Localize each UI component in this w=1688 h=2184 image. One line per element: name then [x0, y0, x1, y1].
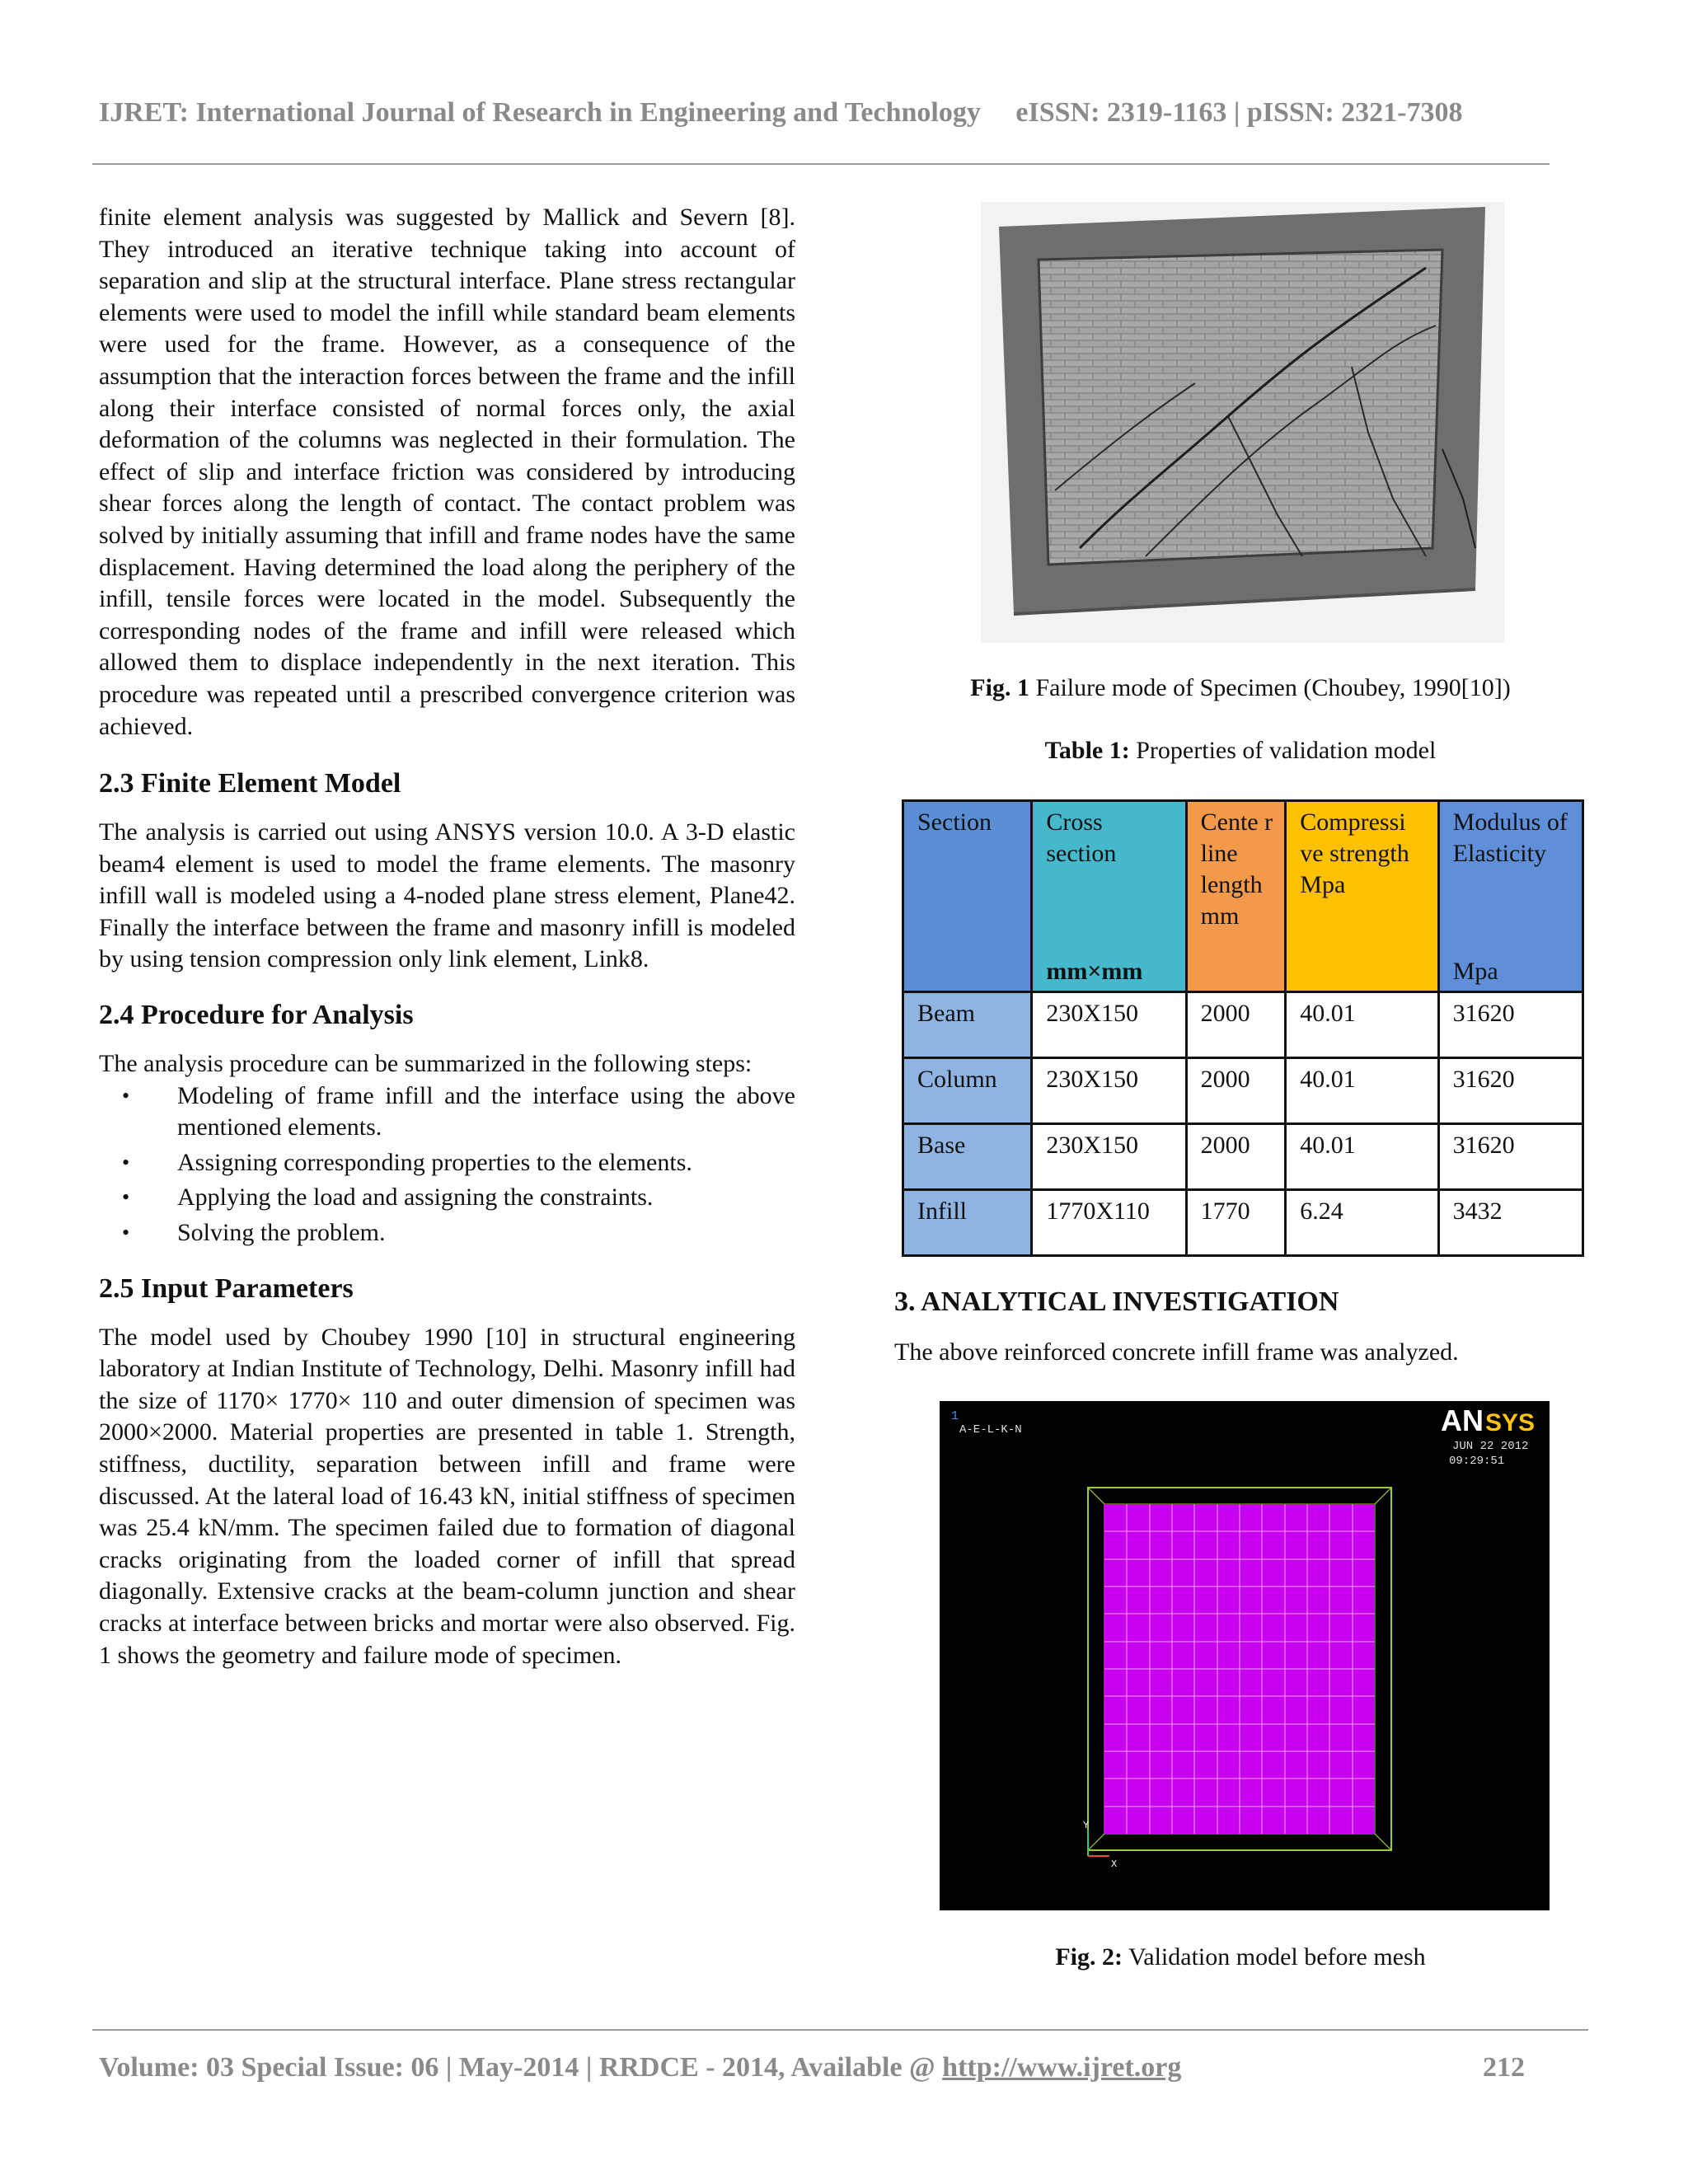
bullet-icon: • [122, 1185, 130, 1210]
header-compressive-strength: Compressi ve strength Mpa [1286, 801, 1438, 992]
page-number: 212 [1483, 2052, 1525, 2083]
table-row: Infill 1770X110 1770 6.24 3432 [903, 1190, 1583, 1256]
ansys-mode-label: A-E-L-K-N [959, 1423, 1022, 1436]
fig2-label: Fig. 2: [1055, 1943, 1123, 1971]
table1-label: Table 1: [1044, 737, 1130, 764]
header-modulus: Modulus of Elasticity Mpa [1438, 801, 1582, 992]
left-column [99, 202, 795, 1671]
bullet-icon: • [122, 1083, 130, 1108]
section-2-4-text: The analysis procedure can be summarized in the following steps: [99, 1050, 753, 1078]
fig2-caption: Fig. 2: Validation model before mesh [1055, 1943, 1426, 1971]
journal-header [99, 97, 1550, 129]
journal-name: IJRET: International Journal of Research in Engineering and Technology [99, 97, 981, 128]
footer-text: Volume: 03 Special Issue: 06 | May-2014 | RRDCE - 2014, Available @ [99, 2052, 943, 2083]
ansys-viewport [940, 1401, 1550, 1910]
header-rule [92, 163, 1550, 165]
ansys-logo-an: AN [1441, 1404, 1484, 1437]
table-row: Beam 230X150 2000 40.01 31620 [903, 992, 1583, 1058]
section-2-5-text: The model used by Choubey 1990 [10] in structural engineering laboratory at Indian Institute of Technology, Delhi. Masonry infill had the size of 1170× 1770× 110 and outer dimension of specimen was 2000×2000. Material properties are presented in table 1. Strength, stiffness, ductility, separation between infill and frame were discussed. At the lateral load of 16.43 kN, initial stiffness of specimen was 25.4 kN/mm. The specimen failed due to formation of diagonal cracks originating from the loaded corner of infill that spread diagonally. Extensive cracks at the beam-column junction and shear cracks at interface between bricks and mortar were also observed. Fig. 1 shows the geometry and failure mode of specimen. [99, 1323, 795, 1669]
list-item: • Applying the load and assigning the constraints. [99, 1182, 795, 1214]
section-2-3-text: The analysis is carried out using ANSYS version 10.0. A 3-D elastic beam4 element is used to model the frame elements. The masonry infill wall is modeled using a 4-noded plane stress element, Plane42. Finally the interface between the frame and masonry infill is modeled by using tension compression only link element, Link8. [99, 818, 795, 973]
intro-paragraph: finite element analysis was suggested by Mallick and Severn [8]. They introduced an iterative technique taking into account of separation and slip at the structural interface. Plane stress rectangular elements were used to model the infill while standard beam elements were used for the frame. However, as a consequence of the assumption that the interaction forces between the frame and the infill along their interface consisted of normal forces only, the axial deformation of the columns was neglected in their formulation. The effect of slip and interface friction was considered by introducing shear forces along the length of contact. The contact problem was solved by initially assuming that infill and frame nodes have the same displacement. Having determined the load along the periphery of the infill, tensile forces were located in the model. Subsequently the corresponding nodes of the frame and infill were released which allowed them to displace independently in the next iteration. This procedure was repeated until a prescribed convergence criterion was achieved. [99, 204, 795, 740]
axis-x-label: X [1111, 1858, 1118, 1870]
section-2-5-title: 2.5 Input Parameters [99, 1272, 354, 1304]
axis-y-label: Y [1083, 1820, 1090, 1831]
ansys-logo-sys: SYS [1485, 1409, 1536, 1436]
table-row: Column 230X150 2000 40.01 31620 [903, 1058, 1583, 1124]
list-item: • Solving the problem. [99, 1217, 795, 1249]
footer-rule [92, 2029, 1588, 2031]
section-2-3-title: 2.3 Finite Element Model [99, 768, 401, 799]
table-header-row [903, 801, 1583, 992]
fig1-caption: Fig. 1 Failure mode of Specimen (Choubey, 1990[10]) [970, 674, 1511, 701]
list-item: • Assigning corresponding properties to the elements. [99, 1147, 795, 1179]
header-cross-section: Cross section mm×mm [1032, 801, 1186, 992]
specimen-photo-image [981, 202, 1504, 643]
steps-list [99, 1080, 795, 1249]
table1-caption: Table 1: Properties of validation model [1044, 737, 1437, 764]
bullet-icon: • [122, 1221, 130, 1245]
section-2-4-title: 2.4 Procedure for Analysis [99, 1000, 414, 1031]
header-cross-unit: mm×mm [1046, 958, 1143, 985]
ansys-date: JUN 22 2012 [1452, 1440, 1529, 1453]
footer-link[interactable]: http://www.ijret.org [942, 2052, 1182, 2083]
fig1-label: Fig. 1 [970, 674, 1029, 701]
section-3-title: 3. ANALYTICAL INVESTIGATION [894, 1286, 1339, 1317]
fig1-photo [981, 202, 1504, 643]
issn-line: eISSN: 2319-1163 | pISSN: 2321-7308 [1015, 97, 1463, 128]
header-section: Section [903, 801, 1032, 992]
ansys-time: 09:29:51 [1449, 1455, 1505, 1468]
header-center-line-length: Cente r line length mm [1186, 801, 1286, 992]
table-row: Base 230X150 2000 40.01 31620 [903, 1124, 1583, 1190]
ansys-window-number: 1 [951, 1409, 959, 1423]
ansys-model-image [940, 1401, 1550, 1910]
section-3-text: The above reinforced concrete infill frame was analyzed. [894, 1338, 1459, 1366]
footer [99, 2052, 1525, 2083]
bullet-icon: • [122, 1150, 130, 1174]
header-modulus-unit: Mpa [1452, 958, 1498, 985]
properties-table [902, 799, 1584, 1257]
list-item: • Modeling of frame infill and the interface using the above mentioned elements. [122, 1081, 795, 1141]
